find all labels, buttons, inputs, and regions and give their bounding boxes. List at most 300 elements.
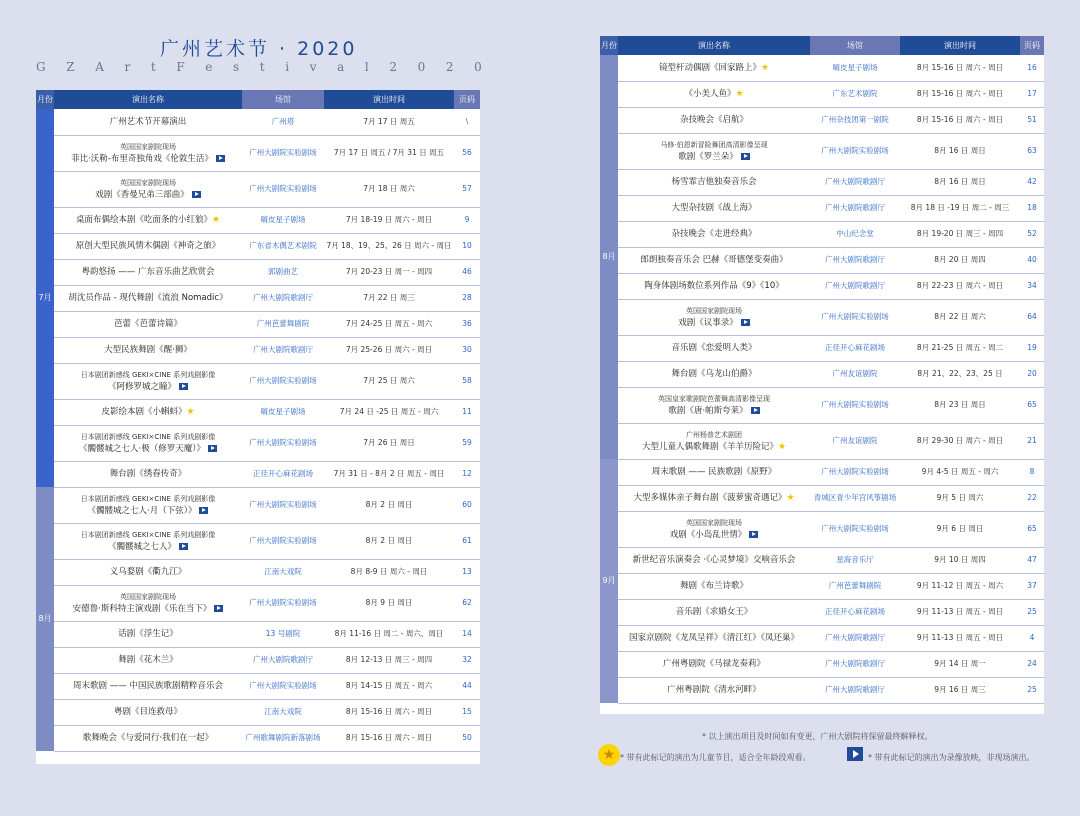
- event-venue: 广州塔: [242, 109, 324, 135]
- star-icon: ★: [735, 89, 744, 99]
- table-row: [600, 625, 1044, 651]
- event-date: 8月 12-13 日 周三 - 周四: [324, 647, 454, 673]
- subtitle-letter: 2: [389, 60, 398, 74]
- event-venue: 13 号剧院: [242, 621, 324, 647]
- event-venue: 广州大剧院歌剧厅: [810, 247, 900, 273]
- event-venue: 广东艺术剧院: [810, 81, 900, 107]
- event-subtitle: 英国国家剧院现场: [686, 307, 742, 315]
- subtitle-letter: t: [150, 60, 156, 74]
- event-name: 大型杂技剧《战上海》: [671, 203, 757, 213]
- event-date: 8月 18 日 -19 日 周二 - 周三: [900, 195, 1020, 221]
- event-subtitle: 广州杨普艺术剧团: [686, 431, 742, 439]
- event-venue: 广东省木偶艺术剧院: [242, 233, 324, 259]
- event-venue: 广州杂技团第一剧院: [810, 107, 900, 133]
- event-page: 34: [1020, 273, 1044, 299]
- event-page: 18: [1020, 195, 1044, 221]
- table-row: [36, 699, 480, 725]
- event-name: 舞剧《花木兰》: [118, 655, 178, 665]
- event-page: 4: [1020, 625, 1044, 651]
- table-row: [36, 363, 480, 399]
- col-name: 演出名称: [618, 36, 810, 55]
- event-name: 歌舞晚会《与爱同行·我们在一起》: [82, 733, 214, 743]
- subtitle-letter: 0: [474, 60, 482, 74]
- event-date: 7月 20-23 日 周一 - 周四: [324, 259, 454, 285]
- event-name: 新世纪音乐演奏会 ·《心灵梦境》交响音乐会: [632, 555, 796, 565]
- video-icon: [749, 531, 758, 538]
- event-page: 65: [1020, 511, 1044, 547]
- event-page: 51: [1020, 107, 1044, 133]
- event-date: 9月 11-13 日 周五 - 周日: [900, 625, 1020, 651]
- table-row: [600, 133, 1044, 169]
- table-row: [36, 647, 480, 673]
- table-row: [36, 487, 480, 523]
- event-date: 9月 10 日 周四: [900, 547, 1020, 573]
- subtitle-letter: s: [233, 60, 240, 74]
- event-venue: 广州大剧院实验剧场: [242, 363, 324, 399]
- subtitle-letter: 0: [417, 60, 426, 74]
- event-date: 8月 21、22、23、25 日: [900, 361, 1020, 387]
- event-venue: 郭剧曲艺: [242, 259, 324, 285]
- event-name: 粤韵悠扬 —— 广东音乐曲艺欣赏会: [81, 267, 215, 277]
- event-name-cell: [618, 335, 810, 361]
- star-icon: ★: [786, 493, 795, 503]
- event-name: 舞台剧《绣春传奇》: [109, 469, 187, 479]
- event-date: 8月 15-16 日 周六 - 周日: [900, 81, 1020, 107]
- event-date: 7月 22 日 周三: [324, 285, 454, 311]
- event-subtitle: 日本剧团新感线 GEKI×CINE 系列戏剧影像: [80, 371, 216, 379]
- event-page: 40: [1020, 247, 1044, 273]
- event-page: 17: [1020, 81, 1044, 107]
- event-venue: 广州大剧院歌剧厅: [810, 195, 900, 221]
- subtitle-letter: Z: [66, 60, 75, 74]
- table-row: [600, 361, 1044, 387]
- event-name: 周末歌剧 —— 民族歌剧《原野》: [651, 467, 777, 477]
- event-venue: 广州大剧院实验剧场: [242, 135, 324, 171]
- event-page: 65: [1020, 387, 1044, 423]
- col-date: 演出时间: [324, 90, 454, 109]
- event-name: 芭蕾《芭蕾诗篇》: [113, 319, 182, 329]
- event-venue: 广州芭蕾舞剧院: [810, 573, 900, 599]
- event-venue: 广州大剧院歌剧厅: [242, 647, 324, 673]
- video-icon: [208, 445, 217, 452]
- event-page: 10: [454, 233, 480, 259]
- page-title: 广州艺术节 · 2020: [160, 38, 358, 60]
- event-name: 《髑髅城之七人·月（下弦）》: [87, 506, 197, 516]
- event-name-cell: [618, 485, 810, 511]
- event-name: 音乐剧《恋爱明人类》: [671, 343, 757, 353]
- event-venue: 正佳开心麻花剧场: [810, 335, 900, 361]
- event-subtitle: 英国国家剧院现场: [120, 179, 176, 187]
- table-row: [600, 81, 1044, 107]
- event-page: 47: [1020, 547, 1044, 573]
- event-subtitle: 日本剧团新感线 GEKI×CINE 系列戏剧影像: [80, 495, 216, 503]
- event-name-cell: [54, 425, 242, 461]
- event-venue: 广州大剧院实验剧场: [810, 133, 900, 169]
- event-name: 胡沈员作品 - 现代舞剧《流浪 Nomadic》: [68, 293, 228, 303]
- event-name-cell: [54, 673, 242, 699]
- event-date: 8月 8-9 日 周六 - 周日: [324, 559, 454, 585]
- subtitle-letter: i: [285, 60, 290, 74]
- table-row: [36, 559, 480, 585]
- event-subtitle: 英国国家剧院现场: [120, 143, 176, 151]
- event-page: 24: [1020, 651, 1044, 677]
- event-name-cell: [54, 585, 242, 621]
- event-date: 8月 11-16 日 周二 - 周六、周日: [324, 621, 454, 647]
- event-date: 7月 18-19 日 周六 - 周日: [324, 207, 454, 233]
- event-date: 7月 24-25 日 周五 - 周六: [324, 311, 454, 337]
- table-row: [600, 387, 1044, 423]
- event-page: 20: [1020, 361, 1044, 387]
- event-date: 7月 26 日 周日: [324, 425, 454, 461]
- event-venue: 江南大戏院: [242, 699, 324, 725]
- event-name: 歌剧《罗兰朵》: [678, 152, 738, 162]
- event-venue: 广州友谊剧院: [810, 423, 900, 459]
- star-icon: ★: [777, 442, 787, 452]
- event-name-cell: [54, 171, 242, 207]
- event-date: 8月 16 日 周日: [900, 133, 1020, 169]
- event-name-cell: [54, 337, 242, 363]
- event-page: 22: [1020, 485, 1044, 511]
- event-name-cell: [54, 233, 242, 259]
- event-name-cell: [54, 399, 242, 425]
- event-page: 50: [454, 725, 480, 751]
- event-name-cell: [54, 559, 242, 585]
- event-name-cell: [618, 361, 810, 387]
- event-page: 8: [1020, 459, 1044, 485]
- event-date: 7月 17 日 周五: [324, 109, 454, 135]
- event-venue: 广州大剧院歌剧厅: [810, 169, 900, 195]
- event-name: 周末歌剧 —— 中国民族歌剧精粹音乐会: [73, 681, 223, 691]
- event-date: 8月 21-25 日 周五 - 周二: [900, 335, 1020, 361]
- table-row: [600, 221, 1044, 247]
- table-row: [600, 195, 1044, 221]
- event-page: 32: [454, 647, 480, 673]
- event-name-cell: [54, 135, 242, 171]
- table-row: [600, 335, 1044, 361]
- event-venue: 正佳开心麻花剧场: [242, 461, 324, 487]
- table-row: [600, 459, 1044, 485]
- schedule-table-left: [36, 90, 480, 764]
- event-name-cell: [618, 81, 810, 107]
- event-venue: 广州大剧院歌剧厅: [810, 273, 900, 299]
- event-name: 原创大型民族风情木偶剧《神奇之旅》: [75, 241, 221, 251]
- schedule-table-right: [600, 36, 1044, 714]
- event-name: 《髑髅城之七人·极（修罗天魔）》: [79, 444, 205, 454]
- event-name-cell: [618, 625, 810, 651]
- event-subtitle: 英国国家剧院现场: [120, 593, 176, 601]
- event-name: 舞台剧《乌龙山伯爵》: [671, 369, 757, 379]
- event-date: 8月 16 日 周日: [900, 169, 1020, 195]
- event-name-cell: [618, 273, 810, 299]
- event-name-cell: [618, 195, 810, 221]
- event-name: 安德鲁·斯科特主演戏剧《乐在当下》: [72, 604, 212, 614]
- event-page: 15: [454, 699, 480, 725]
- event-date: 8月 15-16 日 周六 - 周日: [900, 107, 1020, 133]
- event-venue: 中山纪念堂: [810, 221, 900, 247]
- event-date: 9月 11-12 日 周五 - 周六: [900, 573, 1020, 599]
- event-name-cell: [618, 547, 810, 573]
- event-name-cell: [618, 299, 810, 335]
- subtitle-letter: l: [364, 60, 369, 74]
- event-date: 8月 20 日 周四: [900, 247, 1020, 273]
- star-legend-icon: ★: [598, 744, 620, 766]
- table-row: [36, 311, 480, 337]
- subtitle-letter: A: [95, 60, 104, 74]
- month-label: 7月: [36, 109, 54, 487]
- event-page: 57: [454, 171, 480, 207]
- subtitle-letter: a: [337, 60, 345, 74]
- table-row: [600, 485, 1044, 511]
- video-icon: [741, 153, 750, 160]
- table-row: [600, 511, 1044, 547]
- star-icon: ★: [186, 407, 195, 417]
- star-icon: ★: [211, 215, 221, 225]
- event-date: 8月 15-16 日 周六 - 周日: [324, 699, 454, 725]
- event-name-cell: [54, 487, 242, 523]
- subtitle-letter: G: [36, 60, 46, 74]
- event-name-cell: [618, 169, 810, 195]
- event-name: 大型民族舞剧《醒·狮》: [104, 345, 192, 355]
- video-icon: [214, 605, 223, 612]
- event-name: 戏剧《小岛乱世情》: [669, 530, 747, 540]
- event-page: 30: [454, 337, 480, 363]
- event-page: 16: [1020, 55, 1044, 81]
- event-name-cell: [54, 285, 242, 311]
- event-page: \: [454, 109, 480, 135]
- event-name-cell: [618, 599, 810, 625]
- event-subtitle: 日本剧团新感线 GEKI×CINE 系列戏剧影像: [80, 531, 216, 539]
- event-page: 19: [1020, 335, 1044, 361]
- event-name-cell: [54, 207, 242, 233]
- event-venue: 广州大剧院实验剧场: [810, 387, 900, 423]
- table-row: [36, 109, 480, 135]
- event-date: 8月 9 日 周日: [324, 585, 454, 621]
- event-venue: 广州大剧院歌剧厅: [242, 337, 324, 363]
- event-name: 大型多媒体亲子舞台剧《菠萝蜜奇遇记》: [633, 493, 787, 503]
- video-icon: [216, 155, 225, 162]
- event-venue: 嗨皮星子剧场: [810, 55, 900, 81]
- table-header: [36, 90, 480, 109]
- event-page: 37: [1020, 573, 1044, 599]
- table-row: [36, 285, 480, 311]
- event-name: 杂技晚会《走进经典》: [671, 229, 757, 239]
- event-venue: 青城区青少年宫风筝剧场: [810, 485, 900, 511]
- table-row: [600, 423, 1044, 459]
- event-venue: 广州大剧院实验剧场: [242, 673, 324, 699]
- subtitle-letter: r: [124, 60, 131, 74]
- event-venue: 星海音乐厅: [810, 547, 900, 573]
- event-venue: 广州大剧院实验剧场: [242, 523, 324, 559]
- event-date: 8月 15-16 日 周六 - 周日: [900, 55, 1020, 81]
- event-name-cell: [618, 221, 810, 247]
- table-row: [36, 461, 480, 487]
- subtitle-letter: v: [309, 60, 317, 74]
- event-name-cell: [54, 621, 242, 647]
- month-label: 9月: [600, 459, 618, 703]
- table-row: [36, 337, 480, 363]
- event-name-cell: [618, 107, 810, 133]
- video-icon: [751, 407, 760, 414]
- table-row: [600, 169, 1044, 195]
- col-venue: 场馆: [810, 36, 900, 55]
- video-icon: [179, 383, 188, 390]
- table-row: [36, 399, 480, 425]
- event-venue: 广州芭蕾舞剧院: [242, 311, 324, 337]
- event-name: 菲比·沃勒-布里奇独角戏《伦敦生活》: [71, 154, 213, 164]
- event-venue: 广州大剧院歌剧厅: [242, 285, 324, 311]
- event-page: 59: [454, 425, 480, 461]
- subtitle-letter: 2: [445, 60, 454, 74]
- event-name: 义乌婺剧《衢九江》: [109, 567, 187, 577]
- table-row: [600, 677, 1044, 703]
- event-date: 9月 6 日 周日: [900, 511, 1020, 547]
- event-page: 52: [1020, 221, 1044, 247]
- event-name-cell: [54, 363, 242, 399]
- event-name: 《髑髅城之七人》: [107, 542, 176, 552]
- table-row: [36, 673, 480, 699]
- month-label: 8月: [36, 487, 54, 751]
- col-page: 页码: [454, 90, 480, 109]
- event-venue: 广州大剧院歌剧厅: [810, 651, 900, 677]
- event-name: 郎朗独奏音乐会 巴赫《哥德堡变奏曲》: [640, 255, 788, 265]
- event-venue: 广州大剧院实验剧场: [242, 171, 324, 207]
- col-month: 月份: [600, 36, 618, 55]
- event-name-cell: [618, 651, 810, 677]
- event-page: 25: [1020, 599, 1044, 625]
- event-page: 46: [454, 259, 480, 285]
- table-row: [36, 135, 480, 171]
- event-venue: 嗨皮星子剧场: [242, 399, 324, 425]
- table-row: [36, 585, 480, 621]
- event-venue: 广州大剧院实验剧场: [242, 487, 324, 523]
- event-name: 桌面布偶绘本剧《吃面条的小红狼》: [75, 215, 212, 225]
- event-name: 歌剧《唐·帕斯夸莱》: [668, 406, 748, 416]
- video-icon: [192, 191, 201, 198]
- event-page: 56: [454, 135, 480, 171]
- table-row: [600, 299, 1044, 335]
- event-page: 25: [1020, 677, 1044, 703]
- event-page: 60: [454, 487, 480, 523]
- star-legend-note: * 带有此标记的演出为儿童节目，适合全年龄段观看。: [620, 753, 811, 762]
- table-row: [36, 725, 480, 751]
- month-label: 8月: [600, 55, 618, 459]
- table-row: [600, 651, 1044, 677]
- event-name: 国家京剧院《龙凤呈祥》《清江红》《凤还巢》: [628, 633, 799, 643]
- event-page: 62: [454, 585, 480, 621]
- event-name: 《小美人鱼》: [684, 89, 736, 99]
- event-subtitle: 英国国家剧院现场: [686, 519, 742, 527]
- table-row: [600, 247, 1044, 273]
- event-date: 8月 14-15 日 周五 - 周六: [324, 673, 454, 699]
- event-name: 陶身体剧场数位系列作品《9》《10》: [644, 281, 784, 291]
- table-row: [600, 55, 1044, 81]
- event-date: 8月 2 日 周日: [324, 487, 454, 523]
- event-name-cell: [618, 247, 810, 273]
- event-name-cell: [618, 133, 810, 169]
- event-venue: 广州大剧院实验剧场: [810, 299, 900, 335]
- event-subtitle: 英国皇家歌剧院芭蕾舞高清影像呈现: [658, 395, 770, 403]
- event-page: 63: [1020, 133, 1044, 169]
- event-date: 7月 24 日 -25 日 周五 - 周六: [324, 399, 454, 425]
- table-row: [36, 233, 480, 259]
- event-name-cell: [54, 259, 242, 285]
- event-name: 广州粤剧院《清水河畔》: [667, 685, 761, 695]
- event-page: 28: [454, 285, 480, 311]
- event-name-cell: [618, 459, 810, 485]
- event-date: 9月 14 日 周一: [900, 651, 1020, 677]
- video-legend-icon: [847, 747, 863, 761]
- col-date: 演出时间: [900, 36, 1020, 55]
- event-name-cell: [618, 423, 810, 459]
- event-date: 7月 18 日 周六: [324, 171, 454, 207]
- event-venue: 江南大戏院: [242, 559, 324, 585]
- page-subtitle: [36, 60, 482, 74]
- event-date: 9月 5 日 周六: [900, 485, 1020, 511]
- video-icon: [199, 507, 208, 514]
- event-date: 9月 16 日 周三: [900, 677, 1020, 703]
- event-name: 舞剧《布兰诗歌》: [679, 581, 748, 591]
- subtitle-letter: t: [259, 60, 265, 74]
- event-page: 9: [454, 207, 480, 233]
- event-date: 8月 2 日 周日: [324, 523, 454, 559]
- event-name-cell: [618, 55, 810, 81]
- event-date: 7月 25 日 周六: [324, 363, 454, 399]
- table-row: [600, 107, 1044, 133]
- event-venue: 嗨皮星子剧场: [242, 207, 324, 233]
- event-date: 7月 17 日 周五 / 7月 31 日 周五: [324, 135, 454, 171]
- event-name: 话剧《浮生记》: [118, 629, 178, 639]
- event-name-cell: [54, 461, 242, 487]
- col-month: 月份: [36, 90, 54, 109]
- event-date: 7月 31 日 - 8月 2 日 周五 - 周日: [324, 461, 454, 487]
- event-name: 戏剧《议事录》: [678, 318, 738, 328]
- event-name-cell: [54, 109, 242, 135]
- event-venue: 正佳开心麻花剧场: [810, 599, 900, 625]
- event-venue: 广州友谊剧院: [810, 361, 900, 387]
- table-header: [600, 36, 1044, 55]
- event-name: 杨雪霏吉他独奏音乐会: [671, 177, 757, 187]
- table-row: [36, 425, 480, 461]
- event-name-cell: [54, 647, 242, 673]
- event-page: 42: [1020, 169, 1044, 195]
- event-name: 粤剧《目连救母》: [113, 707, 182, 717]
- event-name-cell: [54, 699, 242, 725]
- event-name-cell: [618, 573, 810, 599]
- video-icon: [179, 543, 188, 550]
- table-row: [36, 259, 480, 285]
- event-page: 12: [454, 461, 480, 487]
- event-page: 21: [1020, 423, 1044, 459]
- event-name-cell: [618, 677, 810, 703]
- table-row: [600, 547, 1044, 573]
- event-venue: 广州大剧院歌剧厅: [810, 677, 900, 703]
- col-venue: 场馆: [242, 90, 324, 109]
- event-name-cell: [54, 523, 242, 559]
- event-name-cell: [54, 311, 242, 337]
- event-date: 9月 4-5 日 周五 - 周六: [900, 459, 1020, 485]
- video-icon: [741, 319, 750, 326]
- event-date: 8月 15-16 日 周六 - 周日: [324, 725, 454, 751]
- event-page: 61: [454, 523, 480, 559]
- event-name: 广州艺术节开幕演出: [109, 116, 187, 127]
- event-name: 戏剧《香曼兄弟三部曲》: [95, 190, 189, 200]
- event-page: 13: [454, 559, 480, 585]
- event-page: 36: [454, 311, 480, 337]
- event-subtitle: 马修·伯恩新冒险舞团高清影像呈现: [660, 141, 768, 149]
- event-name-cell: [618, 511, 810, 547]
- event-name: 皮影绘本剧《小蝌蚪》: [101, 407, 187, 417]
- disclaimer-note: * 以上演出项目及时间如有变更，广州大剧院将保留最终解释权。: [702, 732, 933, 741]
